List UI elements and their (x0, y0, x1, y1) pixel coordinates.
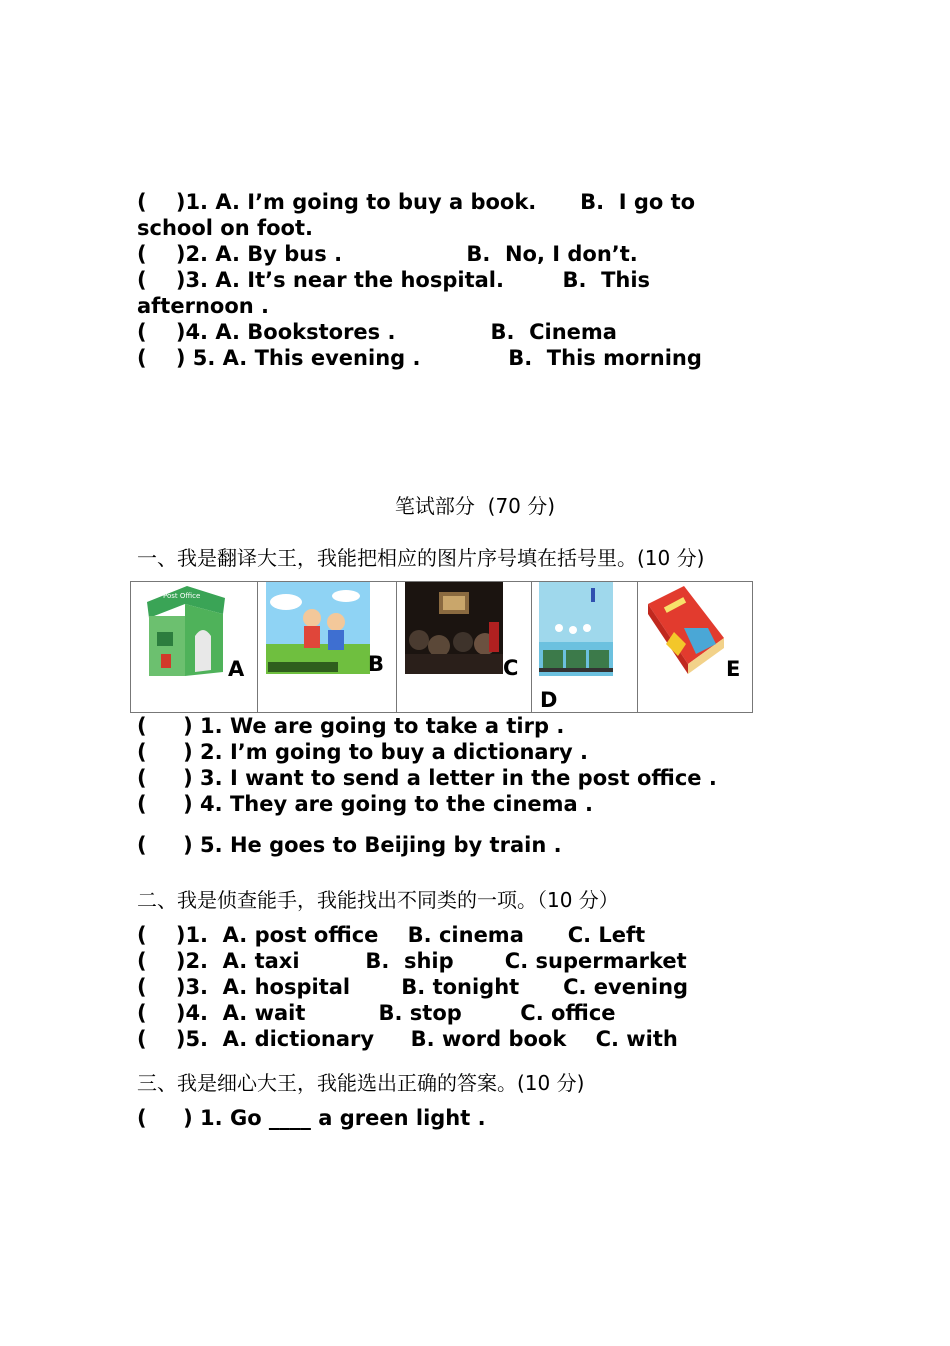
section1-item-1: ( ) 1. We are going to take a tirp . (137, 714, 565, 738)
listening-q1-line2: school on foot. (137, 216, 313, 240)
picture-cell-e (638, 582, 753, 713)
section2-item-4: ( )4. A. wait B. stop C. office (137, 1001, 616, 1025)
train-picture (539, 582, 613, 676)
section1-item-2: ( ) 2. I’m going to buy a dictionary . (137, 740, 588, 764)
svg-text:Post Office: Post Office (163, 592, 201, 600)
picture-label-b: B (368, 652, 385, 676)
listening-q3-line2: afternoon . (137, 294, 269, 318)
section1-title: 一、我是翻译大王，我能把相应的图片序号填在括号里。(10 分) (137, 546, 705, 570)
section3-item-1: ( ) 1. Go ____ a green light . (137, 1106, 486, 1130)
section2-item-5: ( )5. A. dictionary B. word book C. with (137, 1027, 678, 1051)
picture-label-a: A (228, 657, 245, 681)
listening-q1-line1: ( )1. A. I’m going to buy a book. B. I go to (137, 190, 696, 214)
section2-item-1: ( )1. A. post office B. cinema C. Left (137, 923, 646, 947)
section2-title: 二、我是侦查能手，我能找出不同类的一项。（10 分） (137, 888, 619, 912)
picture-cell-a (131, 582, 258, 713)
picture-cell-c (397, 582, 532, 713)
picture-cell-b (258, 582, 397, 713)
post-office-picture (137, 584, 229, 680)
picture-label-c: C (503, 656, 519, 680)
listening-q5: ( ) 5. A. This evening . B. This morning (137, 346, 702, 370)
section1-item-5: ( ) 5. He goes to Beijing by train . (137, 833, 562, 857)
written-part-title: 笔试部分 (70 分) (394, 494, 556, 518)
listening-q4: ( )4. A. Bookstores . B. Cinema (137, 320, 617, 344)
trip-picture (266, 582, 370, 674)
dictionary-picture (644, 584, 728, 676)
cinema-picture (405, 582, 503, 674)
section1-item-4: ( ) 4. They are going to the cinema . (137, 792, 594, 816)
picture-table (130, 581, 753, 713)
picture-label-e: E (726, 657, 741, 681)
section3-title: 三、我是细心大王，我能选出正确的答案。(10 分) (137, 1071, 585, 1095)
section1-item-3: ( ) 3. I want to send a letter in the post office . (137, 766, 717, 790)
picture-label-d: D (540, 688, 558, 712)
section2-item-3: ( )3. A. hospital B. tonight C. evening (137, 975, 689, 999)
listening-q3-line1: ( )3. A. It’s near the hospital. B. This (137, 268, 651, 292)
picture-cell-d (532, 582, 638, 713)
listening-q2: ( )2. A. By bus . B. No, I don’t. (137, 242, 638, 266)
section2-item-2: ( )2. A. taxi B. ship C. supermarket (137, 949, 687, 973)
